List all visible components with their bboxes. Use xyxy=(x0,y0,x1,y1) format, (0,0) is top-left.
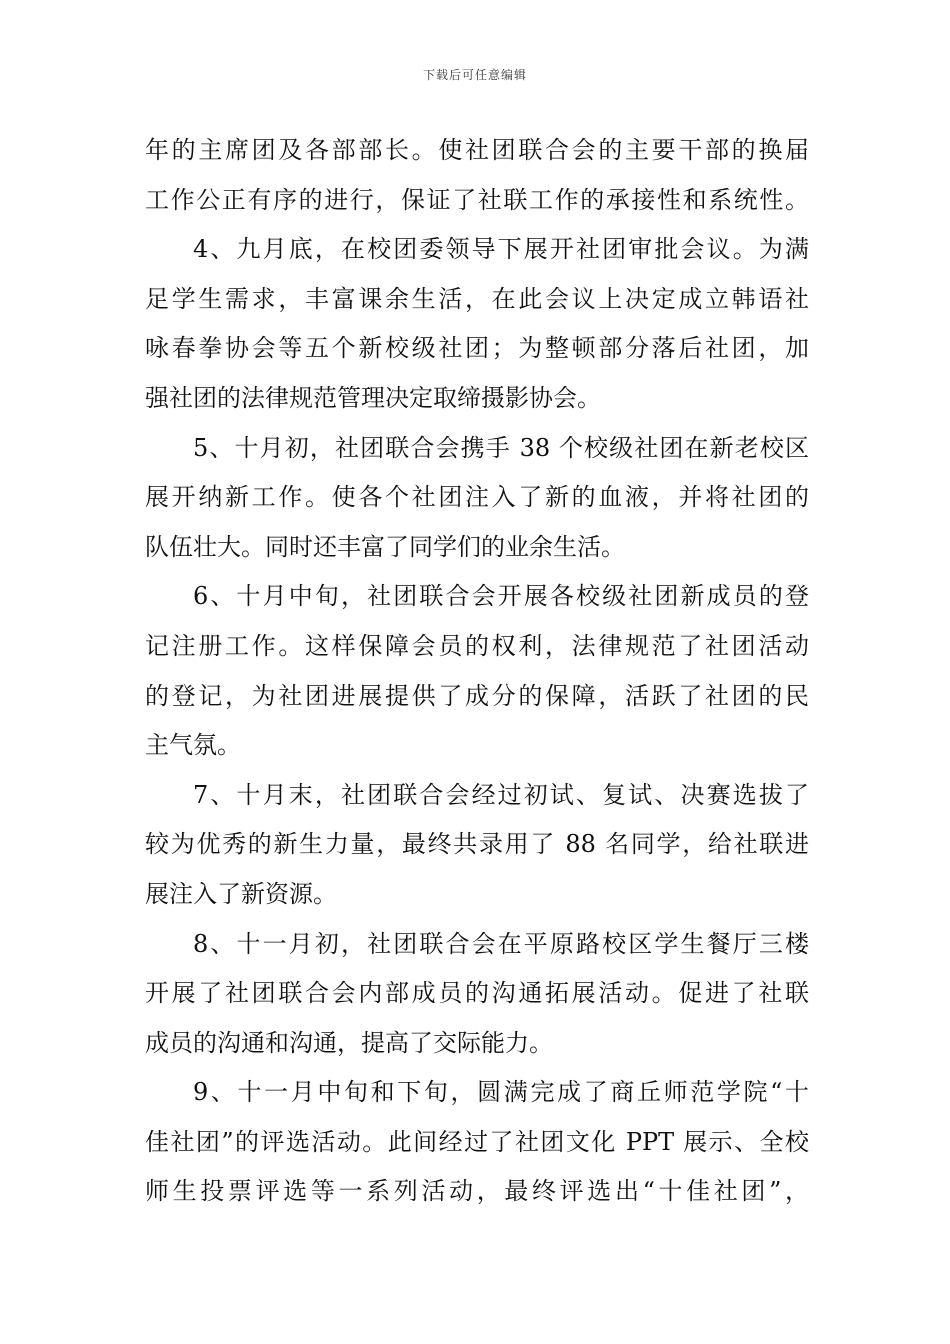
paragraph-line: 记注册工作。这样保障会员的权利，法律规范了社团活动 xyxy=(145,631,809,660)
paragraph-first-line: 9、十一月中旬和下旬，圆满完成了商丘师范学院“十 xyxy=(193,1078,809,1107)
paragraph-first-line: 4、九月底，在校团委领导下展开社团审批会议。为满 xyxy=(193,235,809,264)
paragraph-line: 强社团的法律规范管理决定取缔摄影协会。 xyxy=(145,383,601,412)
document-body xyxy=(145,126,809,1217)
paragraph-line: 成员的沟通和沟通，提高了交际能力。 xyxy=(145,1028,553,1057)
paragraph-first-line: 7、十月末，社团联合会经过初试、复试、决赛选拔了 xyxy=(193,780,809,809)
paragraph-line: 咏春拳协会等五个新校级社团；为整顿部分落后社团，加 xyxy=(145,334,809,363)
page-header: 下载后可任意编辑 xyxy=(422,68,527,82)
paragraph-line: 佳社团”的评选活动。此间经过了社团文化 PPT 展示、全校 xyxy=(145,1127,809,1156)
paragraph-line: 足学生需求，丰富课余生活，在此会议上决定成立韩语社 xyxy=(145,284,809,313)
paragraph-line: 开展了社团联合会内部成员的沟通拓展活动。促进了社联 xyxy=(145,979,809,1008)
paragraph-first-line: 8、十一月初，社团联合会在平原路校区学生餐厅三楼 xyxy=(193,929,809,958)
paragraph-line: 展开纳新工作。使各个社团注入了新的血液，并将社团的 xyxy=(145,483,809,512)
paragraph-line: 主气氛。 xyxy=(145,731,241,760)
paragraph-line: 队伍壮大。同时还丰富了同学们的业余生活。 xyxy=(145,532,625,561)
paragraph-line: 年的主席团及各部部长。使社团联合会的主要干部的换届 xyxy=(145,136,809,164)
paragraph-line: 师生投票评选等一系列活动，最终评选出“十佳社团”， xyxy=(145,1177,809,1206)
paragraph-line: 展注入了新资源。 xyxy=(145,879,337,908)
paragraph-line: 的登记，为社团进展提供了成分的保障，活跃了社团的民 xyxy=(145,681,809,710)
paragraph-first-line: 6、十月中旬，社团联合会开展各校级社团新成员的登 xyxy=(193,582,809,611)
paragraph-line: 工作公正有序的进行，保证了社联工作的承接性和系统性。 xyxy=(145,185,809,214)
paragraph-line: 较为优秀的新生力量，最终共录用了 88 名同学，给社联进 xyxy=(145,830,809,859)
paragraph-first-line: 5、十月初，社团联合会携手 38 个校级社团在新老校区 xyxy=(193,433,809,462)
